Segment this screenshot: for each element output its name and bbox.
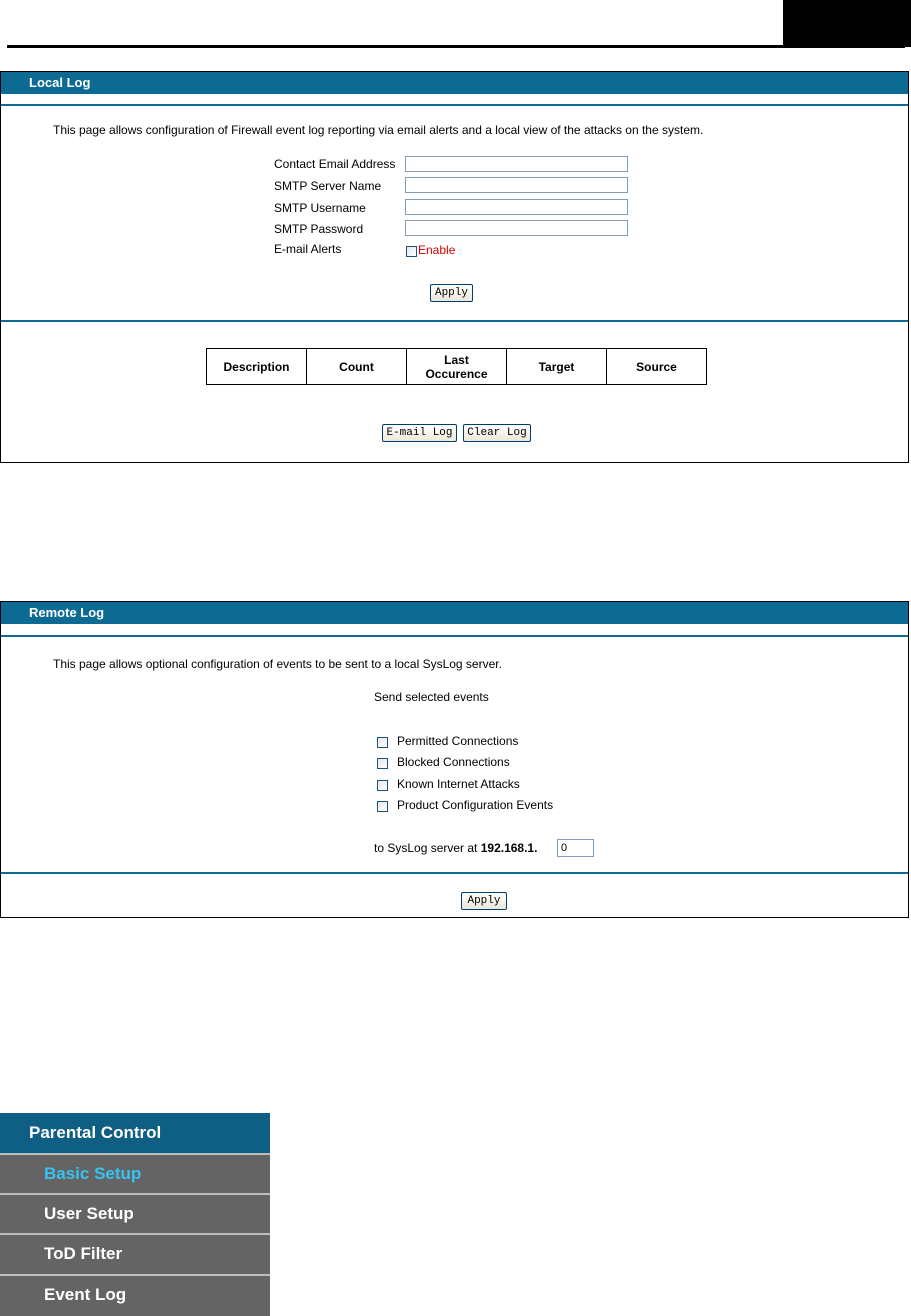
smtp-username-label: SMTP Username xyxy=(274,201,366,215)
syslog-ip-prefix: 192.168.1. xyxy=(480,841,538,855)
syslog-server-label xyxy=(374,841,537,855)
email-alerts-label: E-mail Alerts xyxy=(274,242,342,256)
contact-email-input[interactable] xyxy=(405,156,628,172)
send-selected-label: Send selected events xyxy=(374,690,489,704)
known-attacks-checkbox[interactable] xyxy=(377,780,388,791)
table-header-row xyxy=(207,349,707,385)
col-last-occurence-label: Last Occurence xyxy=(425,352,488,381)
remote-log-title: Remote Log xyxy=(1,602,908,624)
email-alerts-checkbox[interactable] xyxy=(406,246,417,257)
remote-log-apply-button[interactable]: Apply xyxy=(461,892,507,910)
col-count: Count xyxy=(307,349,407,385)
smtp-password-input[interactable] xyxy=(405,220,628,236)
contact-email-label: Contact Email Address xyxy=(274,157,396,171)
col-description: Description xyxy=(207,349,307,385)
divider xyxy=(1,872,908,874)
menu-item-event-log[interactable]: Event Log xyxy=(0,1274,270,1312)
syslog-last-octet-input[interactable] xyxy=(557,839,594,857)
col-target: Target xyxy=(507,349,607,385)
menu-header-parental-control[interactable]: Parental Control xyxy=(0,1113,270,1153)
menu-item-basic-setup[interactable]: Basic Setup xyxy=(0,1153,270,1191)
menu-item-tod-filter[interactable]: ToD Filter xyxy=(0,1233,270,1271)
page-header-block xyxy=(783,0,911,47)
col-last-occurence xyxy=(407,349,507,385)
smtp-server-input[interactable] xyxy=(405,177,628,193)
local-log-panel xyxy=(0,71,909,463)
event-log-table xyxy=(206,348,707,385)
smtp-username-input[interactable] xyxy=(405,199,628,215)
local-log-apply-button[interactable]: Apply xyxy=(430,284,473,302)
permitted-connections-checkbox[interactable] xyxy=(377,737,388,748)
col-source: Source xyxy=(607,349,707,385)
remote-log-panel xyxy=(0,601,909,918)
syslog-prefix: to SysLog server at xyxy=(374,841,481,855)
known-attacks-label: Known Internet Attacks xyxy=(397,777,520,791)
local-log-title: Local Log xyxy=(1,72,908,94)
divider xyxy=(1,104,908,106)
smtp-password-label: SMTP Password xyxy=(274,222,364,236)
menu-item-user-setup[interactable]: User Setup xyxy=(0,1193,270,1231)
local-log-intro: This page allows configuration of Firewall event log reporting via email alerts and a local view of the attacks on the system. xyxy=(53,123,704,137)
enable-label: Enable xyxy=(418,243,456,257)
remote-log-intro: This page allows optional configuration of events to be sent to a local SysLog server. xyxy=(53,657,502,671)
divider xyxy=(1,635,908,637)
product-config-events-label: Product Configuration Events xyxy=(397,798,554,812)
parental-control-menu xyxy=(0,1113,270,1316)
divider xyxy=(1,320,908,322)
page-header-rule xyxy=(7,45,905,48)
email-log-button[interactable]: E-mail Log xyxy=(382,424,457,442)
blocked-connections-label: Blocked Connections xyxy=(397,755,510,769)
product-config-events-checkbox[interactable] xyxy=(377,801,388,812)
permitted-connections-label: Permitted Connections xyxy=(397,734,519,748)
blocked-connections-checkbox[interactable] xyxy=(377,758,388,769)
smtp-server-label: SMTP Server Name xyxy=(274,179,382,193)
clear-log-button[interactable]: Clear Log xyxy=(463,424,531,442)
